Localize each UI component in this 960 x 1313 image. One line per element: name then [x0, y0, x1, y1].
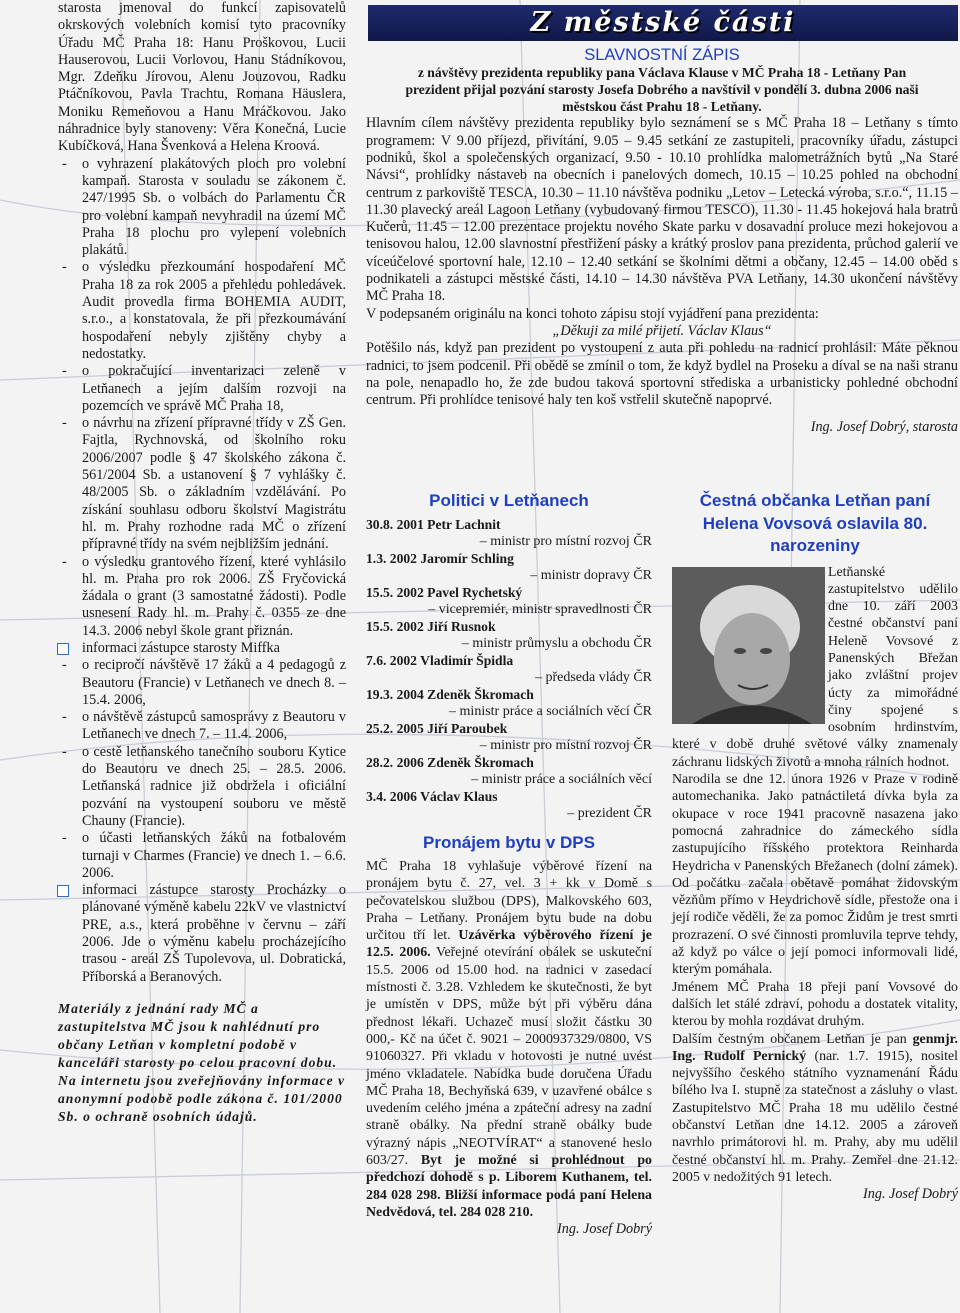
pernicky-name: genmjr. Ing. Rudolf Pernický	[672, 1031, 958, 1064]
politician-date-name: 25.2. 2005 Jiří Paroubek	[366, 721, 508, 736]
checkbox-bullet-icon	[57, 885, 69, 897]
politician-date-name: 19.3. 2004 Zdeněk Škromach	[366, 687, 534, 702]
pronajem-text-a: MČ Praha 18 vyhlašuje výběrové řízení na pronájem bytu č. 27, vel. 3 + kk v Domě s pečovatelskou službou (DPS), Malkovského 603, Praha – Letňany. Pronájem bytu bude na dobu určitou tří let.	[366, 859, 652, 944]
cestna-text-top: Letňanské zastupitelstvo udělilo dne 10. září 2003 čestné občanství paní Heleně Vovsové z Panenských Břežan jako zvláštní projev úcty za mimořádné činy spojené s osobním hrdinstvím, které v době druhé světové války znamenaly záchranu lidských životů a mnoha rálních hodnot.	[672, 564, 958, 770]
pronajem-text-c: Veřejné otevírání obálek se uskuteční 15.5. 2006 od 15.00 hod. na radnici v zasedací místnosti č. 3.28. Vzhledem ke skutečnosti, že byt je umístěn v DPS, může být při výběru dána přednost lékaři. Uchazeč musí složit částku 30 000,- Kč na účet č. 9021 – 2000937329/0800, VS 91060327. Při vkladu v hotovosti je nutné uvést jméno vkladatele. Nabídka bude doručena Úřadu MČ Praha 18, Bechyňská 639, v uzavřené obálce s uvedením celého jména a zpáteční adresy na zadní straně obálky. Na přední straně obálky bude výrazný nápis „NEOTVÍRAT“ a stanovené heslo 603/27.	[366, 945, 653, 1169]
politician-date-name: 15.5. 2002 Jiří Rusnok	[366, 619, 496, 634]
report-item	[58, 657, 346, 709]
closing-note: Materiály z jednání rady MČ a zastupitelstva MČ jsou k nahlédnutí pro občany Letňan v kompletní podobě v kanceláři starosty po celou pracovní dobu. Na internetu jsou zveřejňovány informace v anonymní podobě podle zákona č. 101/2000 Sb. o ochraně osobních údajů.	[58, 1000, 346, 1124]
info-item	[58, 882, 346, 986]
zapis-signed-intro: V podepsaném originálu na konci tohoto zápisu stojí vyjádření pana prezidenta:	[366, 305, 819, 322]
politicians-section	[366, 490, 652, 1239]
zapis-signature: Ing. Josef Dobrý, starosta	[810, 419, 958, 436]
report-item	[58, 830, 346, 882]
item-text: o výsledku přezkoumání hospodaření MČ Praha 18 za rok 2005 a přehledu pohledávek. Audit provedla firma BOHEMIA AUDIT, s.r.o., a konstatovala, že při přezkoumávání hospodaření nebyly zjištěny chyby a nedostatky.	[82, 259, 346, 362]
item-text: o návštěvě zástupců samosprávy z Beautoru v Letňanech ve dnech 7. – 11.4. 2006,	[82, 709, 346, 743]
honorary-citizen-section	[672, 490, 958, 1203]
pronajem-signature: Ing. Josef Dobrý	[557, 1221, 652, 1238]
report-item	[58, 744, 346, 830]
politician-date-name: 30.8. 2001 Petr Lachnit	[366, 517, 501, 532]
politici-heading: Politici v Letňanech	[429, 491, 589, 510]
cestna-text-wish: Jménem MČ Praha 18 přeji paní Vovsové do dalších let stálé zdraví, pohodu a dostatek vitality, kterou by mohla rozdávat druhým.	[672, 979, 958, 1030]
item-text: o návrhu na zřízení přípravné třídy v ZŠ Gen. Fajtla, Rychnovská, od školního roku 2006/2007 podle § 47 školského zákona č. 561/2004 Sb. a ustanovení § 7 vyhlášky č. 48/2005 Sb. o základním vzdělávání. Po získání souhlasu odboru školství Magistrátu hl. m. Prahy rozhodne rada MČ o zřízení přípravné třídy na svém nejbližším jednání.	[82, 415, 346, 553]
item-text: o vyhrazení plakátových ploch pro volební kampaň. Starosta v souladu se zákonem č. 247/1995 Sb. o volbách do Parlamentu ČR pro volební kampaň nevyhradil na území MČ Praha 18 plochu pro vylepení volebních plakátů.	[82, 155, 346, 259]
checkbox-bullet-icon	[57, 643, 69, 655]
report-item	[58, 554, 346, 640]
report-item	[58, 415, 346, 553]
council-report-column	[58, 0, 346, 1126]
politician-role: – prezident ČR	[567, 806, 652, 821]
banner-title: Z městské části	[530, 7, 796, 38]
politician-date-name: 7.6. 2002 Vladimír Špidla	[366, 653, 514, 668]
zapis-heading: SLAVNOSTNÍ ZÁPIS	[584, 46, 740, 64]
item-text: informaci zástupce starosty Procházky o plánované výměně kabelu 22kV ve vlastnictví PRE, a.s., která proběhne v červnu – září 2006. Jde o výměnu kabelu procházejícího trasou - areál ZŠ Tupolevova, ul. Dobratická, Příborská a Beranových.	[82, 882, 346, 985]
zapis-paragraph: Potěšilo nás, když pan prezident po vystoupení z auta při pohledu na radnicí prohlásil: Máte pěknou radnici, to jsem podcenil. Při obědě se zmínil o tom, že když bydlel na Proseku a díval se na naši stranu na pole, nenapadlo ho, že zde budou taková sportovní střediska a urbanisticky pohledné obchodní centrum. Při prohlídce tenisové haly ten koš vstřelil skutečně napoprvé.	[366, 340, 958, 409]
item-text: o účasti letňanských žáků na fotbalovém turnaji v Charmes (Francie) ve dnech 1. – 6.6. 2006.	[82, 830, 346, 881]
politician-role: – ministr průmyslu a obchodu ČR	[461, 636, 652, 651]
section-banner	[368, 5, 958, 41]
report-item	[58, 363, 346, 415]
cestna-signature: Ing. Josef Dobrý	[863, 1186, 958, 1203]
politician-date-name: 1.3. 2002 Jaromír Schling	[366, 551, 514, 566]
pronajem-heading: Pronájem bytu v DPS	[423, 833, 595, 852]
pronajem-contact: Byt je možné si prohlédnout po předchozí dohodě s p. Liborem Kuthanem, tel. 284 028 298. Bližší informace podá paní Helena Nedvědová, tel. 284 028 210.	[366, 1153, 652, 1220]
politician-role: – vicepremiér, ministr spravedlnosti ČR	[428, 602, 652, 617]
presidential-visit-section	[366, 46, 958, 437]
info-item	[58, 640, 346, 657]
politician-date-name: 28.2. 2006 Zdeněk Škromach	[366, 755, 534, 770]
zapis-subheading: z návštěvy prezidenta republiky pana Václava Klause v MČ Praha 18 - Letňany Pan prezident přijal pozvání starosty Josefa Dobrého a navštívil v pondělí 3. dubna 2006 naši městskou část Prahu 18 - Letňany.	[405, 65, 919, 114]
report-item	[58, 709, 346, 744]
cestna-text-b1: Dalším čestným občanem Letňan je pan	[672, 1031, 907, 1047]
report-item	[58, 259, 346, 363]
item-text: o cestě letňanského tanečního souboru Kytice do Beautoru ve dnech 25. – 28.5. 2006. Letňanská radnice již obdržela i oficiální pozvání na vystoupení souboru ve městě Chauny (Francie).	[82, 743, 346, 829]
report-item	[58, 156, 346, 260]
council-items-list	[58, 156, 346, 986]
politician-role: – ministr pro místní rozvoj ČR	[479, 738, 652, 753]
cestna-text-b3: (nar. 1.7. 1915), nositel nejvyššího českého státního vyznamenání Řádu bílého lva I. stupně za statečnost a zásluhy o vlast. Zastupitelstvo MČ Praha 18 mu udělilo čestné občanství Letňan dne 14.12. 2005 a zároveň navrhlo primátorovi hl. m. Prahy, aby mu udělil čestné občanství hl. m. Prahy. Zemřel dne 21.12. 2005 v nedožitých 91 letech.	[672, 1048, 958, 1185]
item-text: o recipročí návštěvě 17 žáků a 4 pedagogů z Beautoru (Francie) v Letňanech ve dnech 8. – 15.4. 2006,	[82, 657, 346, 708]
cestna-heading: Čestná občanka Letňan paní Helena Vovsová oslavila 80. narozeniny	[699, 491, 931, 555]
item-text: informaci zástupce starosty Miffka	[82, 639, 280, 656]
politician-role: – ministr práce a sociálních věcí ČR	[449, 704, 652, 719]
item-text: o výsledku grantového řízení, které vyhlásilo hl. m. Praha pro rok 2006. ZŠ Fryčovická žádala o grant (3 samostatné žádosti). Podle usnesení Rady hl. m. Prahy č. 0355 ze dne 14.3. 2006 nebyl škole grant přiznán.	[82, 553, 346, 639]
intro-paragraph: starosta jmenoval do funkcí zapisovatelů okrskových volebních komisí tyto pracovníky Úřadu MČ Praha 18: Hanu Proškovou, Lucii Hauserovou, Lucii Vorlovou, Hanu Stádníkovou, Mgr. Zdeňku Jírovou, Alenu Jouzovou, Radku Ptáčníkovou, Pavla Trachtu, Romana Häuslera, Moniku Remeňovou a Hanu Mráčkovou. Jako náhradnice byly stanoveny: Věra Konečná, Lucie Kubíčková, Hana Švenková a Helena Kroová.	[58, 0, 346, 155]
zapis-body: Hlavním cílem návštěvy prezidenta republiky bylo seznámení se s MČ Praha 18 – Letňany s tímto programem: V 9.00 příjezd, přivítání, 9.05 – 9.45 setkání ze zastupiteli, pracovníky úřadu, zástupci podniků, škol a společenských organizací, 9.50 - 10.10 prohlídka malometrážních bytů „Na Staré Návsi“, prohlídky nástaveb na obecních i panelových domech, 10.15 – 10.25 pohled na obchodní centrum z parkoviště TESCA, 10.30 – 11.10 návštěva podniku „Letov – Letecká výroba, s.r.o.“, 11.15 – 11.30 plavecký areál Lagoon Letňany (vybudovaný firmou TESCO), 11.30 - 11.45 hokejová hala bratrů Kučerů, 11.45 – 12.00 prezentace projektu nového Skate parku v dosavadní proluce mezi hokejovou a tenisovou halou, 12.00 slavnostní přestřižení pásky a krátký proslov pana prezidenta, průchod galerií ve víceúčelové sportovní hale, 12.10 – 12.40 setkání se školními dětmi a občany, 12.45 – 14.00 oběd s podnikateli a zástupci městské části, 14.10 – 14.30 návštěva PVA Letňany, 14.30 ukončení návštěvy MČ Praha 18.	[366, 115, 958, 305]
politician-role: – ministr pro místní rozvoj ČR	[479, 534, 652, 549]
politician-date-name: 15.5. 2002 Pavel Rychetský	[366, 585, 523, 600]
politician-role: – ministr práce a sociálních věcí	[471, 772, 652, 787]
politician-date-name: 3.4. 2006 Václav Klaus	[366, 789, 498, 804]
pronajem-deadline: Uzávěrka výběrového řízení je 12.5. 2006.	[366, 928, 652, 961]
politician-role: – ministr dopravy ČR	[530, 568, 652, 583]
item-text: o pokračující inventarizaci zeleně v Letňanech a jejím dalším rozvoji na pozemcích ve správě MČ Praha 18,	[82, 363, 346, 414]
zapis-quote: „Děkuji za milé přijetí. Václav Klaus“	[552, 322, 772, 339]
politicians-list	[366, 516, 652, 822]
cestna-text-mid: Narodila se dne 12. února 1926 v Praze v rodině automechanika. Jako patnáctiletá dívka byla za okupace v roce 1941 pracovně nasazena jako pomocná zahradnice do zámeckého sídla zastupujícího říšského protektora Reinharda Heydricha v Panenských Břežanech (dolní zámek). Od počátku začala obětavě pomáhat židovským vězňům přímo v Heydrichově sídle, přestože ona i její rodiče věděli, že za pomoc Židům je trest smrti prozrazení. O své činnosti promluvila teprve tehdy, až když po válce o její pomoci informovali lidé, kterým pomáhala.	[672, 772, 958, 978]
politician-role: – předseda vlády ČR	[534, 670, 652, 685]
